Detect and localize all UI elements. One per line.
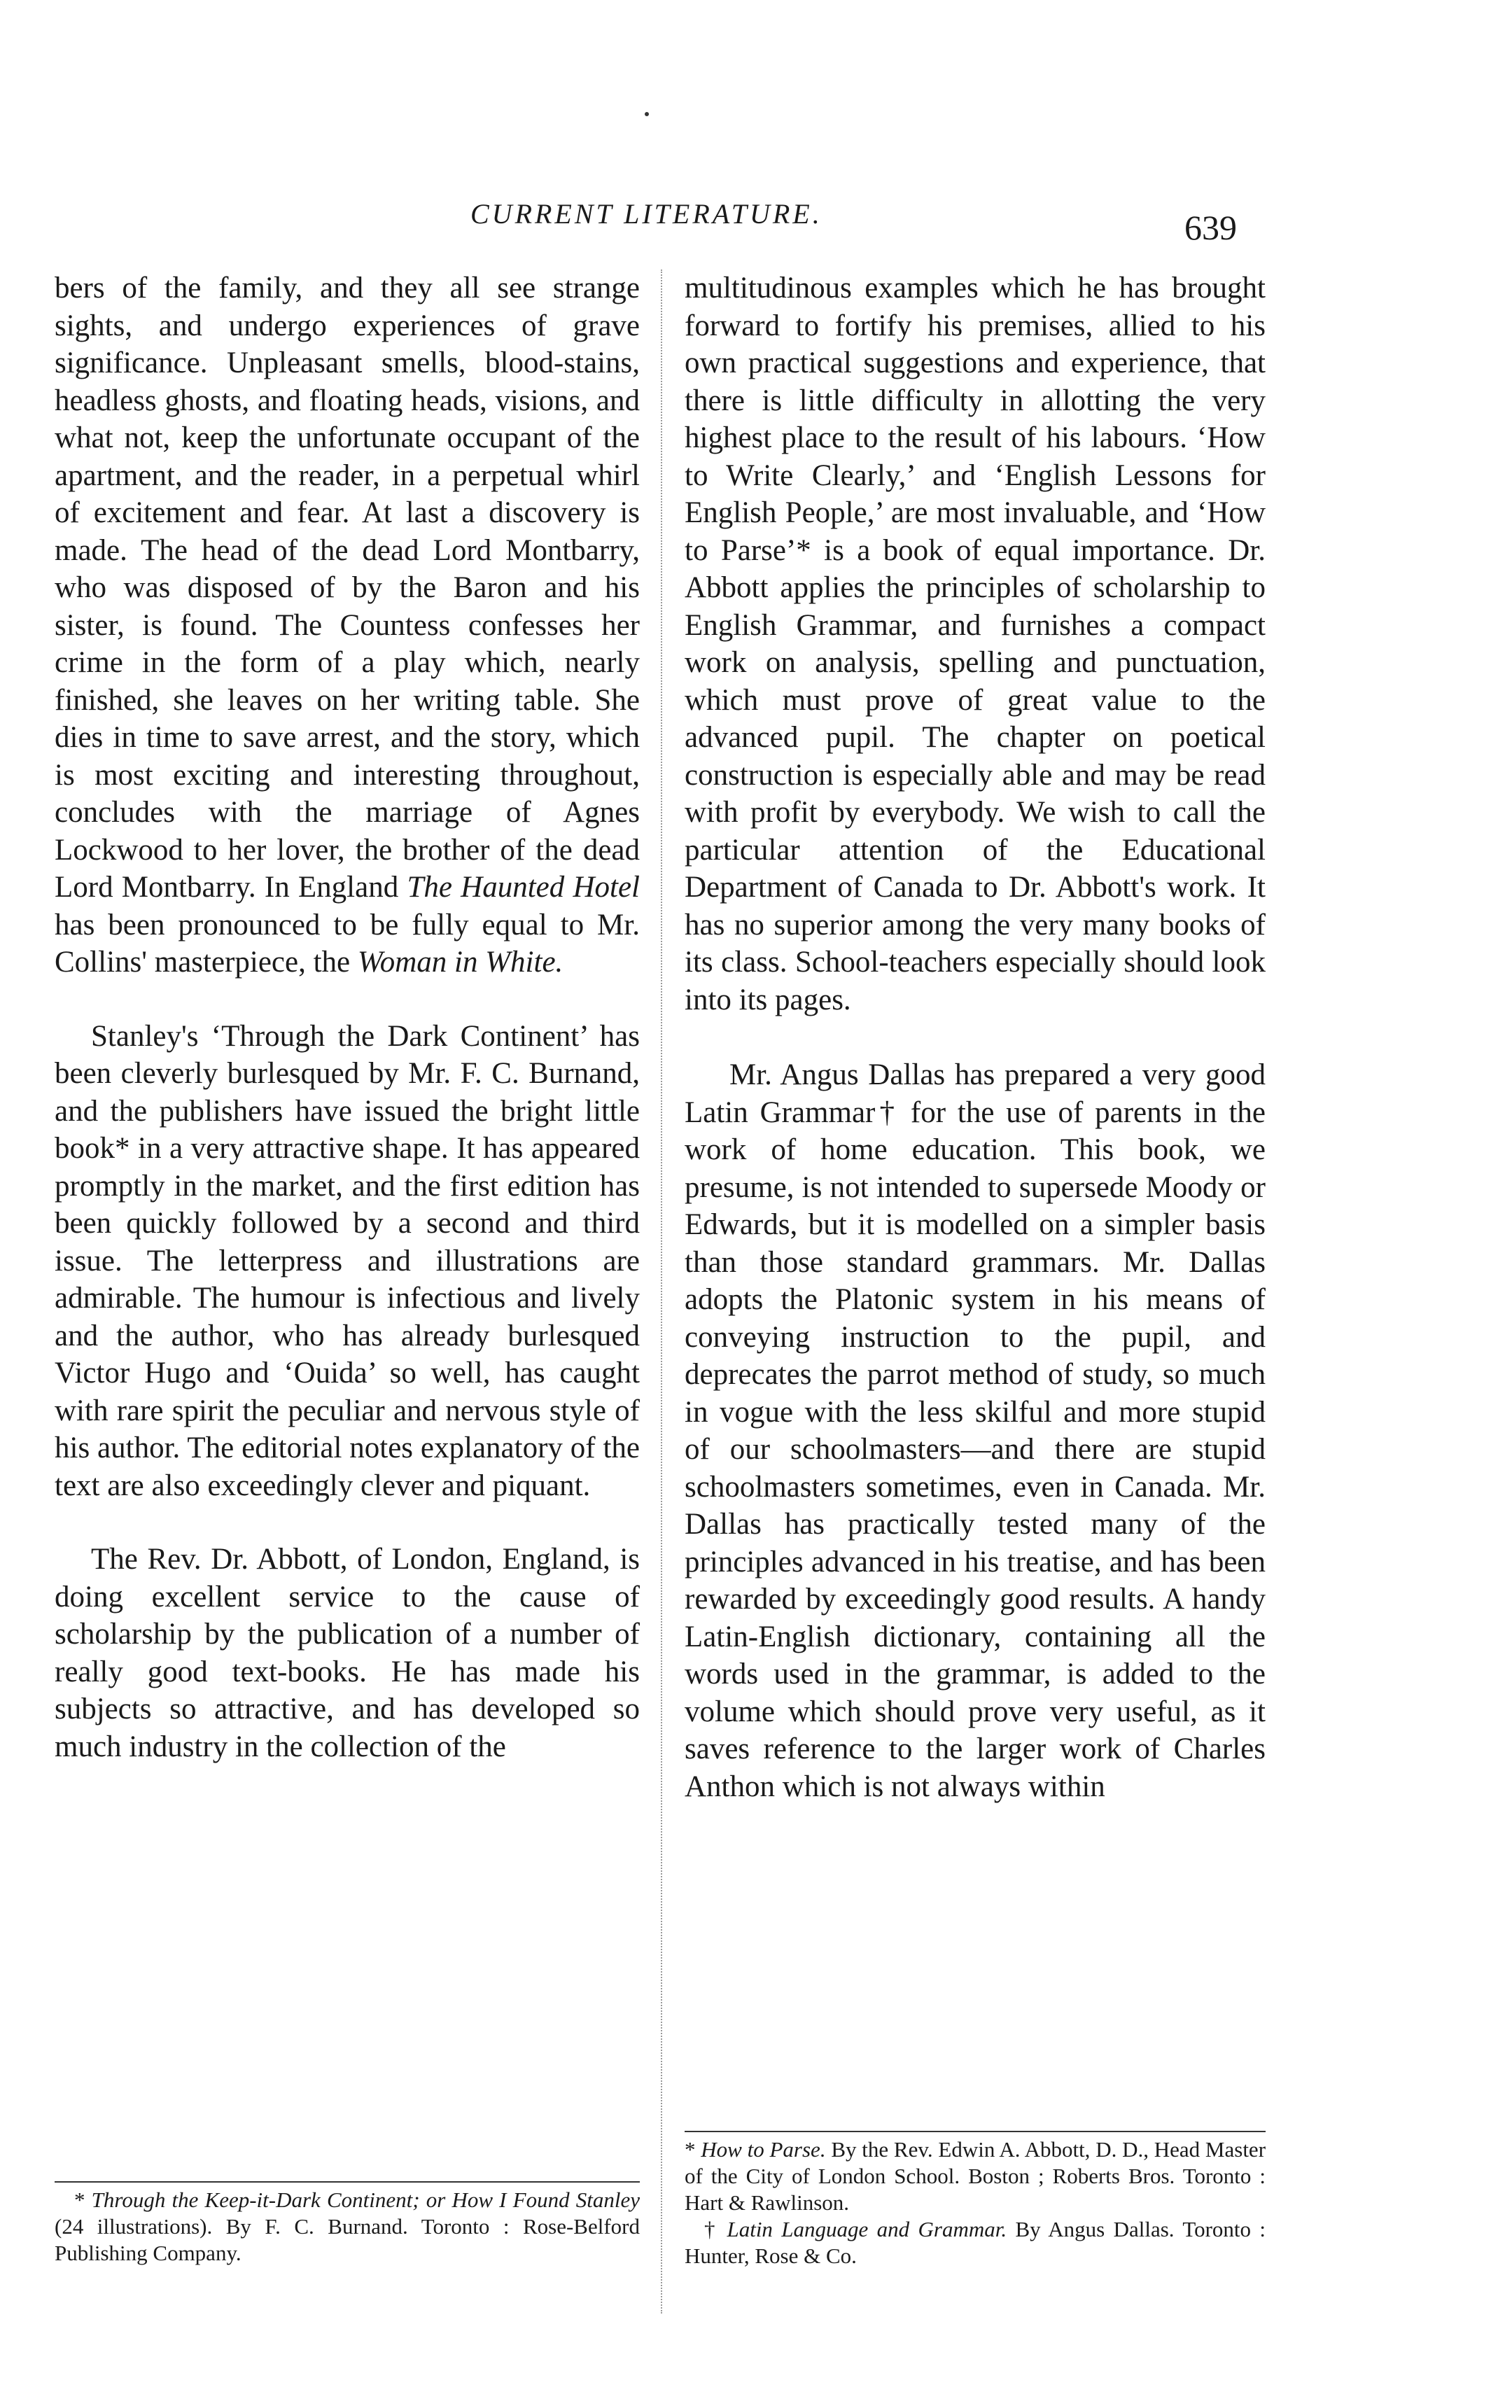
page-mark	[645, 112, 649, 116]
book-title: Woman in White.	[357, 946, 564, 979]
column-divider	[661, 270, 662, 2314]
right-column	[685, 270, 1266, 1805]
footnote-left	[55, 2187, 640, 2267]
footnote-title: Latin Language and Grammar.	[727, 2217, 1007, 2241]
paragraph-text: bers of the family, and they all see strange sights, and undergo experiences of grave significance. Unpleasant smells, blood-stains, headless ghosts, and floating heads, visions, and what not, keep the unfortunate occupant of the apartment, and the reader, in a perpetual whirl of excitement and fear. At last a discovery is made. The head of the dead Lord Montbarry, who was disposed of by the Baron and his sister, is found. The Countess confesses her crime in the form of a play which, nearly finished, she leaves on her writing table. She dies in time to save arrest, and the story, which is most exciting and interesting throughout, concludes with the marriage of Agnes Lockwood to her lover, the brother of the dead Lord Montbarry. In England	[55, 272, 640, 904]
paragraph-haunted-hotel	[55, 270, 640, 981]
footnote-burnand	[55, 2187, 640, 2267]
footnote-marker: *	[74, 2188, 85, 2212]
footnote-text: (24 illustrations). By F. C. Burnand. Toronto : Rose-Belford Publishing Company.	[55, 2214, 640, 2265]
page-number: 639	[1184, 208, 1237, 247]
paragraph-stanley-burlesque: Stanley's ‘Through the Dark Continent’ has been cleverly burlesqued by Mr. F. C. Burnand, and the publishers have issued the bright little book* in a very attractive shape. It has appeared promptly in the market, and the first edition has been quickly followed by a second and third issue. The letterpress and illustrations are admirable. The humour is infectious and lively and the author, who has already burlesqued Victor Hugo and ‘Ouida’ so well, has caught with rare spirit the peculiar and nervous style of his author. The editorial notes explanatory of the text are also exceedingly clever and piquant.	[55, 1019, 640, 1502]
footnote-latin-grammar	[685, 2216, 1266, 2269]
footnote-marker: *	[685, 2137, 696, 2162]
paragraph-abbott: The Rev. Dr. Abbott, of London, England, is doing excellent service to the cause of scholarship by the publication of a number of really good text-books. He has made his subjects so attractive, and has developed so much industry in the collection of the	[55, 1543, 640, 1763]
footnote-right	[685, 2136, 1266, 2269]
footnote-marker: †	[704, 2217, 719, 2241]
footnote-title: Through the Keep-it-Dark Continent; or How I Found Stanley	[91, 2188, 640, 2212]
paragraph-dallas-grammar: Mr. Angus Dallas has prepared a very good Latin Grammar† for the use of parents in the work of home education. This book, we presume, is not intended to supersede Moody or Edwards, but it is modelled on a simpler basis than those standard grammars. Mr. Dallas adopts the Platonic system in his means of conveying instruction to the pupil, and deprecates the parrot method of study, so much in vogue with the less skilful and more stupid of our schoolmasters—and there are stupid schoolmasters sometimes, even in Canada. Mr. Dallas has practically tested many of the principles advanced in his treatise, and has been rewarded by exceedingly good results. A handy Latin-English dictionary, containing all the words used in the grammar, is added to the volume which should prove very useful, as it saves reference to the larger work of Charles Anthon which is not always within	[685, 1058, 1266, 1803]
book-title: The Haunted Hotel	[407, 871, 640, 904]
running-head: CURRENT LITERATURE.	[470, 198, 822, 230]
paragraph-text: has been pronounced to be fully equal to Mr. Collins' masterpiece, the	[55, 908, 640, 979]
footnote-text: By the Rev. Edwin A. Abbott, D. D., Head Master of the City of London School. Boston ; Roberts Bros. Toronto : Hart & Rawlinson.	[685, 2137, 1266, 2215]
footnote-title: How to Parse.	[701, 2137, 826, 2162]
footnote-rule-right	[685, 2131, 1266, 2132]
footnote-text: By Angus Dallas. Toronto : Hunter, Rose & Co.	[685, 2217, 1266, 2268]
footnote-rule-left	[55, 2181, 640, 2183]
left-column	[55, 270, 640, 1765]
paragraph-abbott-continued: multitudinous examples which he has brought forward to fortify his premises, allied to his own practical suggestions and experience, that there is little difficulty in allotting the very highest place to the result of his labours. ‘How to Write Clearly,’ and ‘English Lessons for English People,’ are most invaluable, and ‘How to Parse’* is a book of equal importance. Dr. Abbott applies the principles of scholarship to English Grammar, and furnishes a compact work on analysis, spelling and punctuation, which must prove of great value to the advanced pupil. The chapter on poetical construction is especially able and may be read with profit by everybody. We wish to call the particular attention of the Educational Department of Canada to Dr. Abbott's work. It has no superior among the very many books of its class. School-teachers especially should look into its pages.	[685, 272, 1266, 1016]
footnote-how-to-parse	[685, 2136, 1266, 2216]
